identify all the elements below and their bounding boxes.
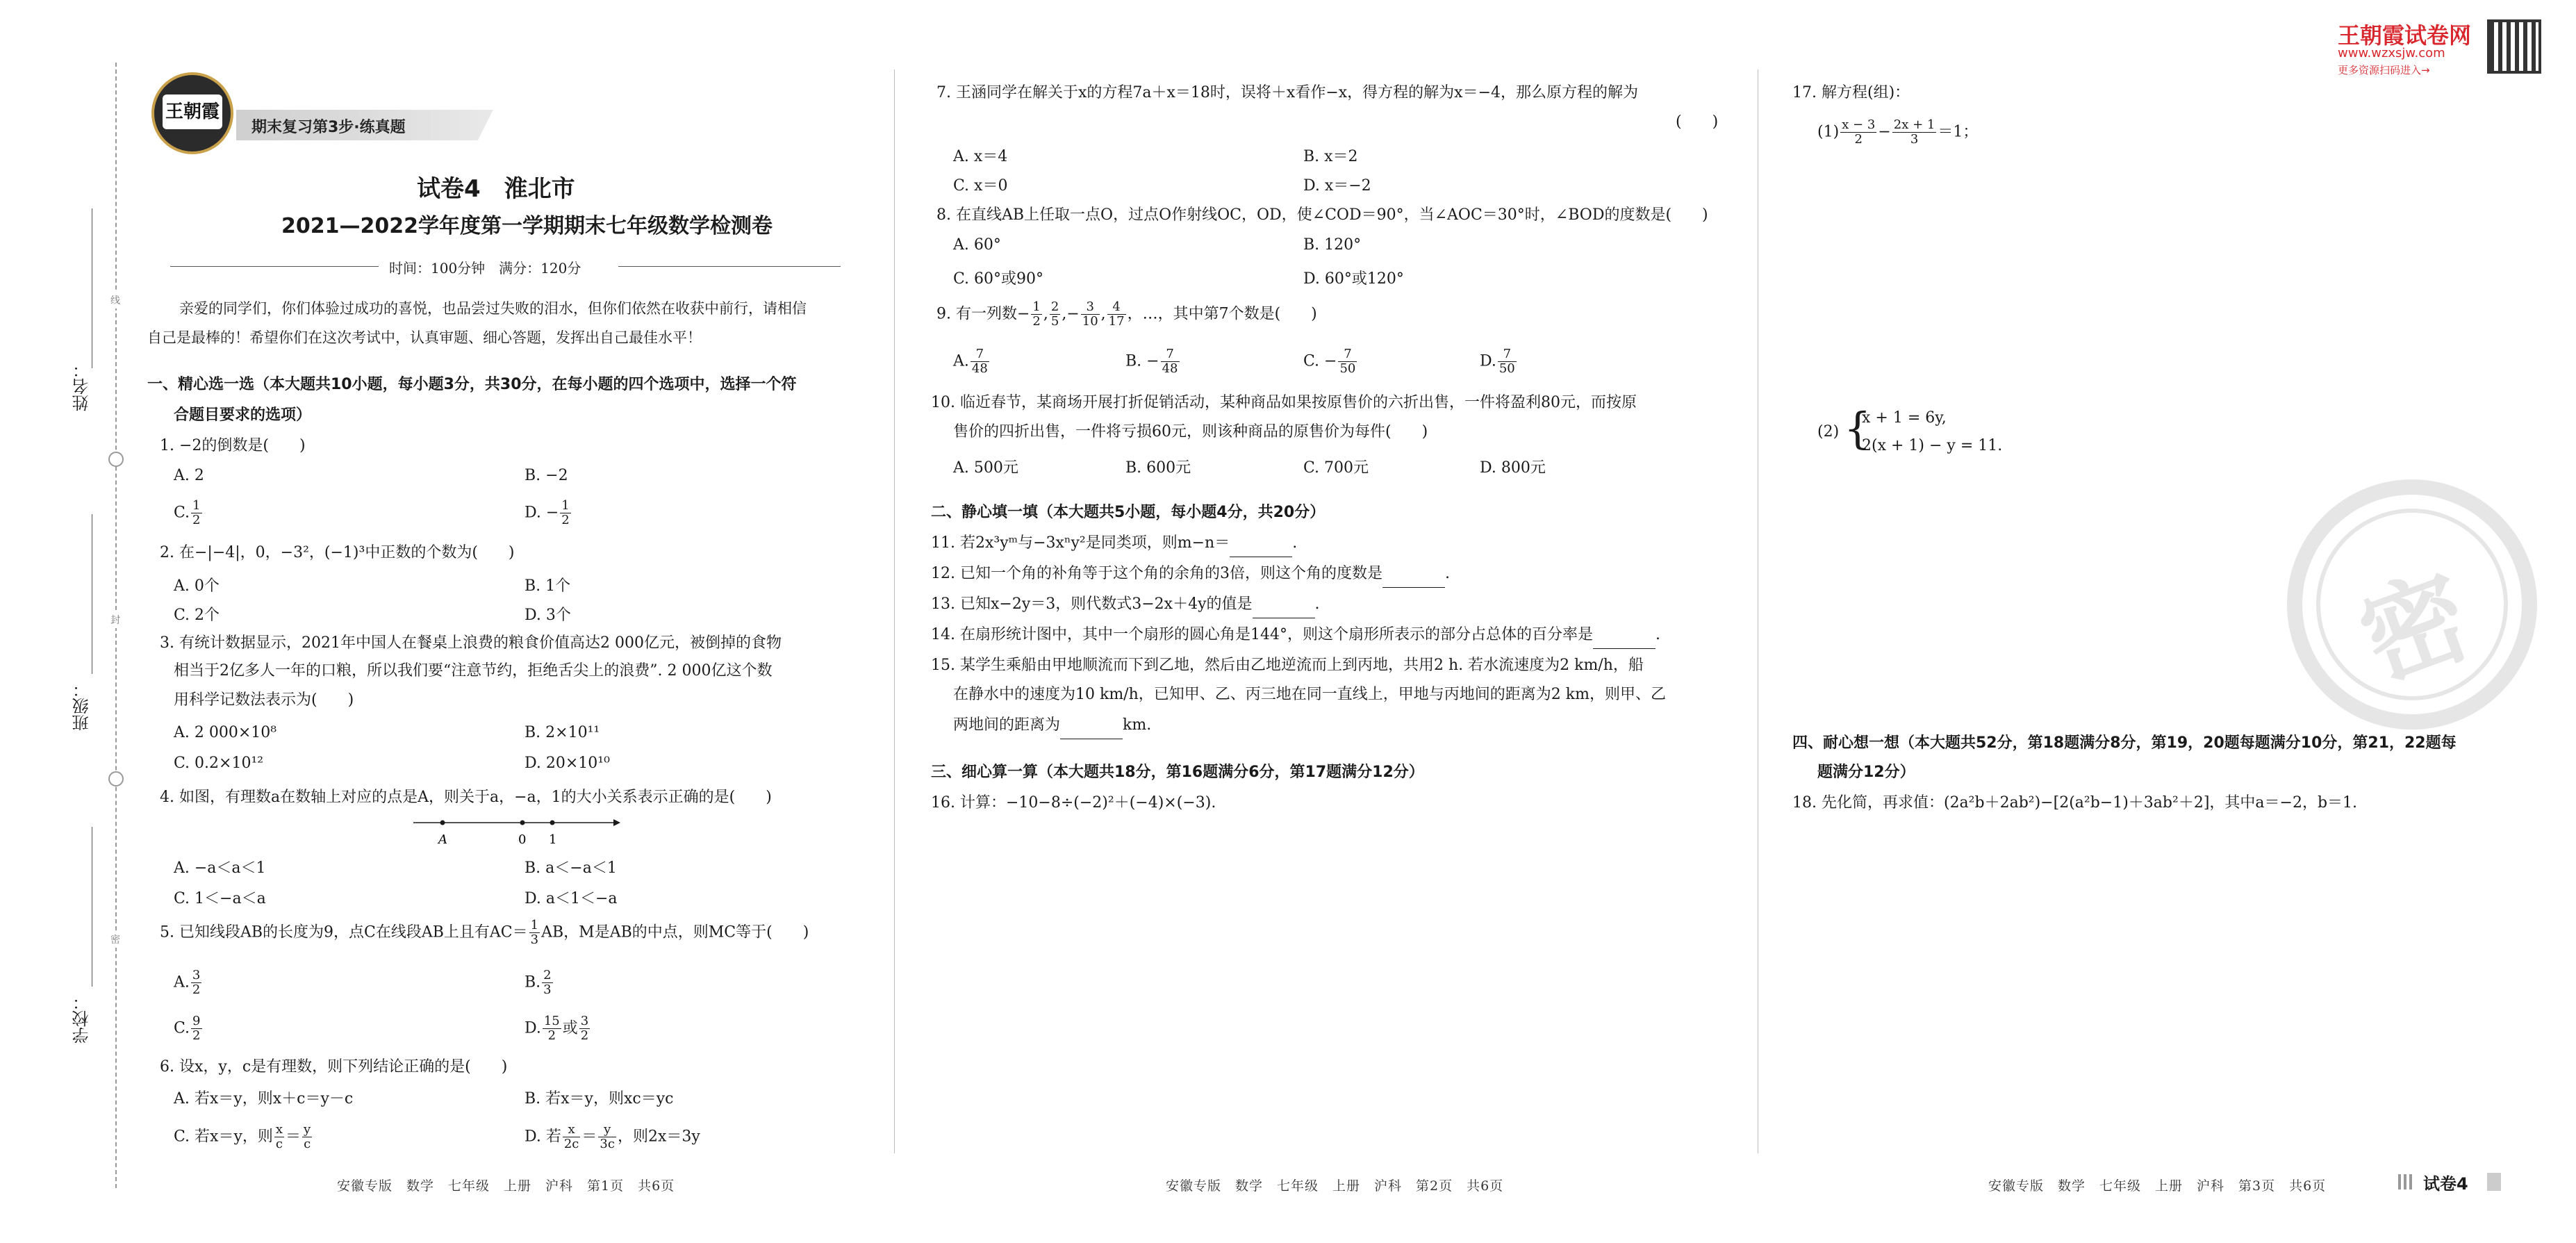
q3-option-d: D. 20×10¹⁰: [525, 755, 610, 772]
numerator: 1: [192, 498, 201, 513]
origin-label: 0: [518, 832, 527, 847]
option-label: C. −: [1303, 352, 1337, 370]
fraction: [1031, 300, 1041, 329]
q6-option-c: [174, 1123, 313, 1151]
fraction: [543, 1014, 561, 1043]
numerator: x: [563, 1123, 581, 1137]
option-label: D. 若: [525, 1128, 561, 1146]
numerator: 7: [1498, 347, 1517, 362]
exam-time: 时间：100分钟 满分：120分: [389, 260, 581, 277]
q15-text: 两地间的距离为: [953, 716, 1061, 734]
seal-mark-3: 密: [109, 931, 122, 948]
minus-sign: −: [1878, 123, 1891, 141]
numerator: 9: [192, 1014, 201, 1028]
name-label: 姓名：: [72, 361, 92, 411]
q12-text: 12. 已知一个角的补角等于这个角的余角的3倍，则这个角的度数是: [931, 565, 1382, 582]
q6-option-b: B. 若x＝y，则xc＝yc: [525, 1090, 674, 1108]
page-footer-3: 安徽专版 数学 七年级 上册 沪科 第3页 共6页: [1988, 1178, 2327, 1194]
section-2-heading: 二、静心填一填（本大题共5小题，每小题4分，共20分）: [931, 504, 1326, 521]
q7-option-c: C. x＝0: [953, 177, 1008, 195]
q4-option-d: D. a＜1＜−a: [525, 890, 618, 907]
denominator: 2: [580, 1028, 589, 1043]
q9-option-c: [1303, 347, 1358, 376]
q5-option-b: [525, 969, 554, 997]
q9-stem-b: ，…，其中第7个数是( ): [1127, 305, 1317, 323]
time-rule-left: [170, 266, 379, 267]
q3-option-b: B. 2×10¹¹: [525, 724, 600, 741]
question-3: 3. 有统计数据显示，2021年中国人在餐桌上浪费的粮食价值高达2 000亿元，被倒掉的食物: [160, 634, 782, 652]
question-10-cont: 售价的四折出售，一件将亏损60元，则该种商品的原售价为每件( ): [953, 423, 1428, 441]
numerator: 3: [1081, 300, 1100, 315]
q3-option-a: A. 2 000×10⁸: [174, 724, 277, 741]
question-4: 4. 如图，有理数a在数轴上对应的点是A，则关于a，−a，1的大小关系表示正确的是( ): [160, 789, 772, 806]
numerator: 3: [192, 968, 201, 982]
q9-stem-a: 9. 有一列数−: [936, 305, 1030, 323]
column-divider: [894, 69, 895, 1153]
banner-text: 期末复习第3步·练真题: [251, 119, 406, 136]
denominator: c: [304, 1137, 311, 1151]
fraction: [302, 1123, 312, 1151]
question-3-cont: 相当于2亿多人一年的口粮，所以我们要“注意节约，拒绝舌尖上的浪费”. 2 000亿这个数: [174, 662, 773, 680]
numerator: 4: [1107, 300, 1126, 315]
q10-option-d: D. 800元: [1480, 459, 1546, 477]
option-label: C.: [174, 1019, 190, 1037]
q11-text: 11. 若2x³yᵐ与−3xⁿy²是同类项，则m−n＝: [931, 534, 1230, 552]
q5-option-c: [174, 1014, 204, 1043]
q5-option-d: [525, 1014, 591, 1043]
q8-option-b: B. 120°: [1303, 236, 1362, 254]
fraction: [191, 969, 201, 997]
page-footer-2: 安徽专版 数学 七年级 上册 沪科 第2页 共6页: [1166, 1178, 1504, 1194]
fraction: [1338, 347, 1357, 376]
q6-option-a: A. 若x＝y，则x＋c＝y－c: [174, 1090, 354, 1108]
option-label: D.: [1480, 352, 1496, 370]
q4-option-a: A. −a＜a＜1: [174, 859, 266, 877]
binding-hole: [108, 771, 124, 787]
numerator: 2x + 1: [1893, 117, 1935, 132]
fraction: [529, 919, 540, 947]
question-9: 9. 有一列数− $\frac{1}{2}$ , $\frac{2}{5}$ ,− $\frac{3}{10}$ , $\frac{4}{17}$ ，…，其中第7个数是( ): [936, 299, 1317, 329]
q5-stem-b: AB，M是AB的中点，则MC等于( ): [541, 923, 809, 941]
question-3-cont: 用科学记数法表示为( ): [174, 691, 354, 709]
option-label: D.: [525, 1019, 541, 1037]
fraction: [1050, 300, 1060, 329]
question-2: 2. 在−|−4|，0，−3²，(−1)³中正数的个数为( ): [160, 544, 515, 561]
q7-answer-paren: ( ): [1676, 113, 1719, 131]
fraction: [542, 969, 552, 997]
option-label: A.: [174, 973, 190, 991]
q1-option-c: [174, 499, 204, 527]
tab-marker: [2398, 1174, 2415, 1190]
q17-equation-1: x + 1 = 6y,: [1862, 409, 1947, 427]
answer-blank[interactable]: [1382, 572, 1445, 588]
point-a-label: A: [438, 832, 447, 847]
q8-option-c: C. 60°或90°: [953, 270, 1044, 288]
part-label: (1): [1817, 123, 1840, 141]
equals-sign: ＝: [286, 1128, 302, 1146]
site-url: www.wzxsjw.com: [2338, 46, 2445, 60]
numerator: x: [275, 1122, 283, 1137]
question-1: 1. −2的倒数是( ): [160, 437, 306, 454]
question-12: 12. 已知一个角的补角等于这个角的余角的3倍，则这个角的度数是 .: [931, 560, 1450, 588]
q8-option-a: A. 60°: [953, 236, 1001, 254]
question-6: 6. 设x，y，c是有理数，则下列结论正确的是( ): [160, 1058, 508, 1076]
numerator: 3: [580, 1014, 589, 1028]
q1-option-d: [525, 499, 572, 527]
equation-rhs: ＝1；: [1938, 123, 1979, 141]
fraction: [191, 499, 201, 527]
q10-option-b: B. 600元: [1125, 459, 1191, 477]
q17-part-2-label: (2): [1817, 423, 1840, 441]
equals-sign: ＝: [581, 1128, 597, 1146]
numerator: y: [304, 1122, 311, 1137]
q17-part-1: [1817, 118, 1978, 147]
fraction: [560, 499, 570, 527]
denominator: 2: [1854, 132, 1863, 147]
question-14: 14. 在扇形统计图中，其中一个扇形的圆心角是144°，则这个扇形所表示的部分占总体的百分率是 .: [931, 621, 1660, 649]
class-label: 班级：: [72, 681, 92, 731]
numerator: 1: [561, 498, 570, 513]
page-footer-1: 安徽专版 数学 七年级 上册 沪科 第1页 共6页: [337, 1178, 675, 1194]
option-label: C. 若x＝y，则: [174, 1128, 273, 1146]
fraction: [1892, 118, 1937, 147]
section-4-heading: 四、耐心想一想（本大题共52分，第18题满分8分，第19，20题每题满分10分，第21，22题每: [1792, 734, 2457, 752]
numerator: 7: [1338, 347, 1357, 362]
numerator: x − 3: [1842, 117, 1876, 132]
numerator: 1: [1032, 299, 1041, 314]
q7-option-b: B. x＝2: [1303, 148, 1358, 165]
denominator: 2: [192, 513, 201, 527]
section-4-heading-cont: 题满分12分）: [1817, 764, 1915, 781]
denominator: 2: [192, 1028, 201, 1043]
denominator: 48: [971, 361, 988, 376]
exam-subtitle: 2021—2022学年度第一学期期末七年级数学检测卷: [281, 214, 773, 238]
q9-option-a: [953, 347, 991, 376]
page-title: 试卷4 淮北市: [417, 175, 575, 203]
fraction: [1840, 118, 1876, 147]
denominator: 3: [543, 982, 552, 997]
denominator: 50: [1339, 361, 1356, 376]
tab-end-bar: [2487, 1173, 2501, 1191]
denominator: 2: [1032, 314, 1041, 329]
denominator: 10: [1082, 314, 1098, 329]
denominator: 3: [1910, 132, 1919, 147]
numerator: y: [598, 1123, 616, 1137]
denominator: 3: [530, 932, 539, 947]
q15-unit: km.: [1123, 716, 1152, 734]
q4-option-b: B. a＜−a＜1: [525, 859, 617, 877]
numerator: 15: [543, 1014, 560, 1028]
fraction: [1107, 300, 1126, 329]
fraction: [971, 347, 989, 376]
fraction: [1498, 347, 1517, 376]
seal-mark-1: 线: [109, 292, 122, 308]
denominator: 48: [1162, 361, 1178, 376]
question-11: 11. 若2x³yᵐ与−3xⁿy²是同类项，则m−n＝ .: [931, 529, 1297, 557]
section-3-heading: 三、细心算一算（本大题共18分，第16题满分6分，第17题满分12分）: [931, 764, 1424, 781]
fraction: [1081, 300, 1100, 329]
question-15-cont: [953, 711, 1151, 739]
time-rule-right: [618, 266, 841, 267]
q9-option-b: [1125, 347, 1181, 376]
intro-line: 亲爱的同学们，你们体验过成功的喜悦，也品尝过失败的泪水，但你们依然在收获中前行，请相信: [179, 300, 807, 317]
section-1-heading-cont: 合题目要求的选项）: [174, 406, 312, 424]
fraction: [274, 1123, 284, 1151]
school-label: 学校：: [72, 994, 92, 1044]
unit-dot: [550, 821, 555, 825]
origin-dot: [520, 821, 525, 825]
option-label: B. −: [1125, 352, 1159, 370]
numerator: 1: [530, 918, 539, 932]
question-15: 15. 某学生乘船由甲地顺流而下到乙地，然后由乙地逆流而上到丙地，共用2 h. 若水流速度为2 km/h，船: [931, 657, 1644, 674]
question-8: 8. 在直线AB上任取一点O，过点O作射线OC，OD，使∠COD＝90°，当∠AOC＝30°时，∠BOD的度数是( ): [936, 206, 1708, 224]
answer-blank[interactable]: [1593, 633, 1656, 649]
question-10: 10. 临近春节，某商场开展打折促销活动，某种商品如果按原售价的六折出售，一件将盈利80元，而按原: [931, 394, 1637, 411]
or-word: 或: [562, 1019, 578, 1037]
number-line-figure: [413, 813, 622, 848]
denominator: 2c: [563, 1137, 579, 1151]
option-tail: ，则2x＝3y: [617, 1128, 700, 1146]
seal-mark-2: 封: [109, 611, 122, 628]
q4-option-c: C. 1＜−a＜a: [174, 890, 266, 907]
exam-tab-label: 试卷4: [2423, 1174, 2468, 1194]
binding-hole: [108, 452, 124, 467]
q17-equation-2: 2(x + 1) − y = 11.: [1862, 437, 2003, 454]
denominator: 50: [1498, 361, 1515, 376]
site-logo: 王朝霞试卷网: [2338, 22, 2472, 49]
point-a-dot: [440, 821, 445, 825]
q3-option-c: C. 0.2×10¹²: [174, 755, 264, 772]
q10-option-a: A. 500元: [953, 459, 1018, 477]
q2-option-b: B. 1个: [525, 577, 571, 595]
fraction: [1161, 347, 1180, 376]
question-5: [160, 919, 809, 947]
q6-option-d: [525, 1123, 700, 1151]
denominator: c: [275, 1137, 283, 1151]
option-label: C.: [174, 504, 190, 522]
denominator: 2: [561, 513, 570, 527]
answer-blank[interactable]: [1060, 723, 1123, 739]
brand-logo: [151, 72, 233, 154]
watermark-char: 密: [2345, 554, 2486, 704]
option-label: D. −: [525, 504, 559, 522]
numerator: 7: [1161, 347, 1180, 362]
site-tip: 更多资源扫码进入→: [2338, 64, 2430, 76]
q8-option-d: D. 60°或120°: [1303, 270, 1404, 288]
denominator: 17: [1108, 314, 1125, 329]
q5-option-a: [174, 969, 203, 997]
q5-stem-a: 5. 已知线段AB的长度为9，点C在线段AB上且有AC＝: [160, 923, 528, 941]
q2-option-d: D. 3个: [525, 607, 571, 624]
fraction: [598, 1123, 616, 1151]
confidential-watermark: [2287, 479, 2537, 730]
denominator: 3c: [600, 1137, 615, 1151]
question-13: 13. 已知x−2y＝3，则代数式3−2x＋4y的值是 .: [931, 591, 1320, 618]
section-1-heading: 一、精心选一选（本大题共10小题，每小题3分，共30分，在每小题的四个选项中，选择一个符: [147, 376, 797, 393]
unit-label: 1: [549, 832, 557, 847]
option-label: A.: [953, 352, 969, 370]
question-7: 7. 王涵同学在解关于x的方程7a＋x＝18时，误将＋x看作−x，得方程的解为x＝−4，那么原方程的解为: [936, 84, 1638, 101]
q13-text: 13. 已知x−2y＝3，则代数式3−2x＋4y的值是: [931, 595, 1253, 613]
question-17: 17. 解方程(组)：: [1792, 84, 1910, 101]
question-15-cont: 在静水中的速度为10 km/h，已知甲、乙、丙三地在同一直线上，甲地与丙地间的距离为2 km，则甲、乙: [953, 686, 1666, 703]
question-18: 18. 先化简，再求值：(2a²b＋2ab²)−[2(a²b−1)＋3ab²＋2]，其中a＝−2，b＝1.: [1792, 794, 2358, 812]
q14-text: 14. 在扇形统计图中，其中一个扇形的圆心角是144°，则这个扇形所表示的部分占总体的百分率是: [931, 626, 1593, 643]
intro-line: 自己是最棒的！希望你们在这次考试中，认真审题、细心答题，发挥出自己最佳水平！: [147, 329, 702, 346]
fraction: [191, 1014, 201, 1043]
answer-blank[interactable]: [1253, 602, 1315, 618]
q7-option-a: A. x＝4: [953, 148, 1008, 165]
numerator: 2: [543, 968, 552, 982]
q2-option-c: C. 2个: [174, 607, 220, 624]
q1-option-a: A. 2: [174, 467, 204, 484]
fraction: [579, 1014, 590, 1043]
numerator: 2: [1050, 299, 1059, 314]
denominator: 2: [547, 1028, 556, 1043]
qr-code-icon[interactable]: [2487, 19, 2541, 74]
denominator: 5: [1050, 314, 1059, 329]
option-label: B.: [525, 973, 541, 991]
question-16: 16. 计算：−10−8÷(−2)²＋(−4)×(−3).: [931, 794, 1216, 812]
q7-option-d: D. x＝−2: [1303, 177, 1371, 195]
logo-inner: 王朝霞: [163, 94, 222, 129]
answer-blank[interactable]: [1230, 541, 1292, 557]
system-brace: {: [1844, 403, 1872, 454]
q1-option-b: B. −2: [525, 467, 568, 484]
numerator: 7: [971, 347, 989, 362]
fraction: [563, 1123, 581, 1151]
axis-arrow: [613, 819, 620, 826]
q10-option-c: C. 700元: [1303, 459, 1369, 477]
denominator: 2: [192, 982, 201, 997]
q9-option-d: [1480, 347, 1518, 376]
q2-option-a: A. 0个: [174, 577, 220, 595]
